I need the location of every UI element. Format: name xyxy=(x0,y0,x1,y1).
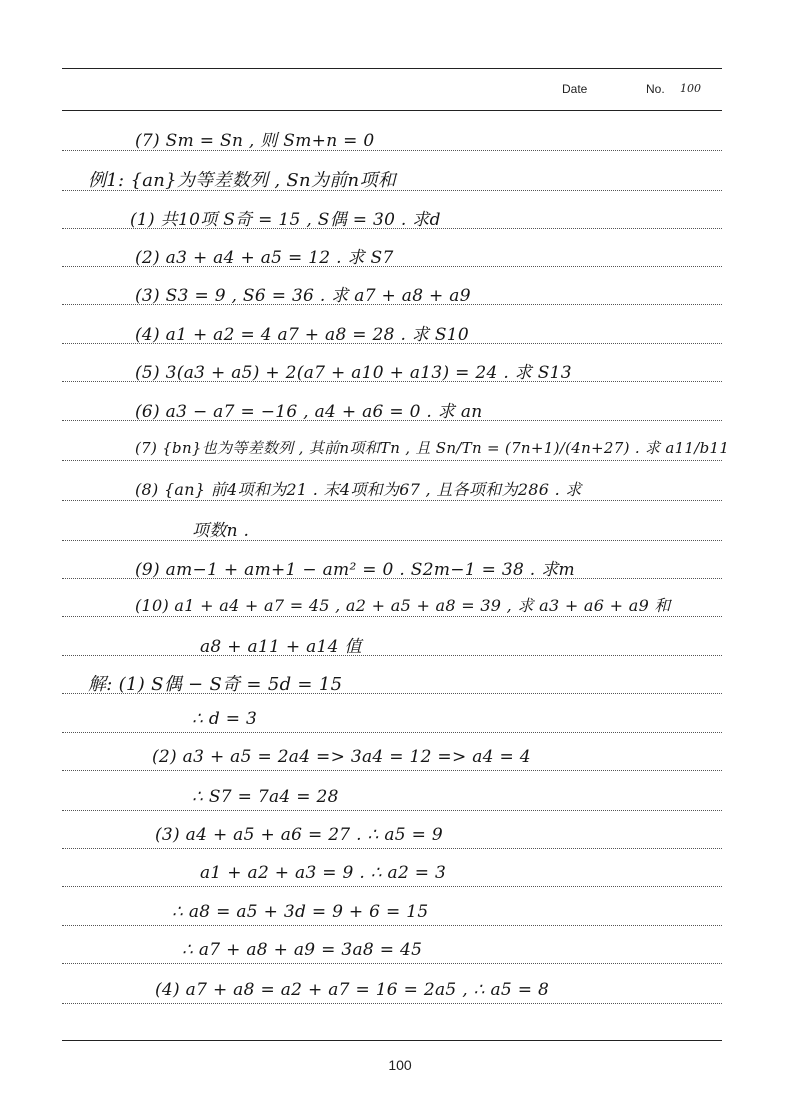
note-line-1: (7) Sm = Sn , 则 Sm+n = 0 xyxy=(135,131,375,151)
note-line-16: ∴ d = 3 xyxy=(192,709,258,729)
ruled-line xyxy=(62,1003,722,1004)
note-line-21: ∴ a8 = a5 + 3d = 9 + 6 = 15 xyxy=(172,902,429,922)
note-line-18: ∴ S7 = 7a4 = 28 xyxy=(192,787,339,807)
ruled-line xyxy=(62,540,722,541)
note-line-2: 例1: {an}为等差数列 , Sn为前n项和 xyxy=(88,170,397,191)
note-line-4: (2) a3 + a4 + a5 = 12 . 求 S7 xyxy=(135,248,394,268)
ruled-line xyxy=(62,848,722,849)
note-line-7: (5) 3(a3 + a5) + 2(a7 + a10 + a13) = 24 . 求 S13 xyxy=(135,363,572,383)
note-line-6: (4) a1 + a2 = 4 a7 + a8 = 28 . 求 S10 xyxy=(135,325,470,345)
page-number: 100 xyxy=(388,1057,412,1073)
ruled-line xyxy=(62,732,722,733)
note-line-14: a8 + a11 + a14 值 xyxy=(200,637,362,657)
ruled-line xyxy=(62,810,722,811)
ruled-line xyxy=(62,770,722,771)
ruled-line xyxy=(62,963,722,964)
note-line-12: (9) am−1 + am+1 − am² = 0 . S2m−1 = 38 . 求m xyxy=(135,560,575,580)
note-line-3: (1) 共10项 S奇 = 15 , S偶 = 30 . 求d xyxy=(130,210,441,230)
note-line-15: 解: (1) S偶 − S奇 = 5d = 15 xyxy=(88,674,343,695)
note-line-19: (3) a4 + a5 + a6 = 27 . ∴ a5 = 9 xyxy=(155,825,443,845)
top-rule xyxy=(62,68,722,69)
header-rule xyxy=(62,110,722,111)
note-line-8: (6) a3 − a7 = −16 , a4 + a6 = 0 . 求 an xyxy=(135,402,483,422)
bottom-rule xyxy=(62,1040,722,1041)
note-line-23: (4) a7 + a8 = a2 + a7 = 16 = 2a5 , ∴ a5 = 8 xyxy=(155,980,550,1000)
note-line-11: 项数n . xyxy=(192,521,250,541)
ruled-line xyxy=(62,460,722,461)
ruled-line xyxy=(62,886,722,887)
note-line-20: a1 + a2 + a3 = 9 . ∴ a2 = 3 xyxy=(200,863,447,883)
note-line-5: (3) S3 = 9 , S6 = 36 . 求 a7 + a8 + a9 xyxy=(135,286,471,306)
ruled-line xyxy=(62,616,722,617)
note-line-17: (2) a3 + a5 = 2a4 => 3a4 = 12 => a4 = 4 xyxy=(152,747,531,767)
ruled-line xyxy=(62,500,722,501)
note-line-22: ∴ a7 + a8 + a9 = 3a8 = 45 xyxy=(182,940,423,960)
ruled-line xyxy=(62,925,722,926)
note-line-13: (10) a1 + a4 + a7 = 45 , a2 + a5 + a8 = 39 , 求 a3 + a6 + a9 和 xyxy=(135,596,671,615)
note-line-10: (8) {an} 前4项和为21 . 末4项和为67 , 且各项和为286 . 求 xyxy=(135,480,582,499)
number-label: No. xyxy=(646,82,665,96)
number-value: 100 xyxy=(680,82,701,95)
date-label: Date xyxy=(562,82,588,96)
ruled-line xyxy=(62,655,722,656)
note-line-9: (7) {bn}也为等差数列 , 其前n项和Tn , 且 Sn/Tn = (7n+1)/(4n+27) . 求 a11/b11 xyxy=(135,439,730,457)
